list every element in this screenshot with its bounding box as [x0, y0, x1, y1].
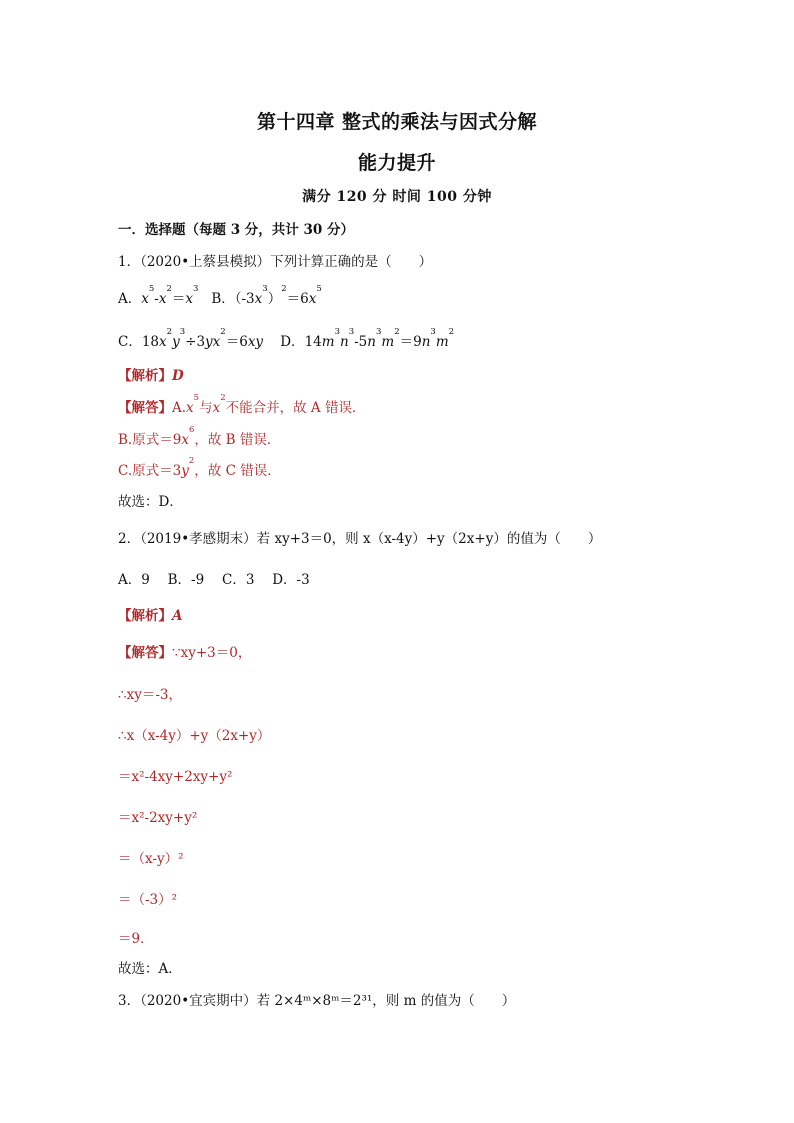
q1-options-ab: A．$x^5-x^2=x^3$ B．$(-3x^3)^2=6x^5$ — [118, 284, 322, 307]
q2-step-1: ∴xy＝-3， — [118, 687, 182, 703]
q1-sol-a-mid: 与 — [199, 400, 213, 416]
q1-option-d-label: D． — [280, 334, 305, 350]
q2-analysis — [118, 604, 182, 624]
q2-options: A．9 B．-9 C．3 D．-3 — [118, 572, 310, 588]
q2-step-2: ∴x（x-4y）+y（2x+y） — [118, 728, 271, 744]
exam-meta: 满分 120 分 时间 100 分钟 — [302, 189, 492, 205]
q1-analysis — [118, 364, 184, 384]
solution-tag: 【解答】 — [118, 400, 172, 416]
analysis-tag: 【解析】 — [118, 368, 172, 384]
q1-solution-c: C.原式$=3y^2$，故 C 错误． — [118, 456, 281, 479]
q1-sol-c-suffix: ，故 C 错误． — [194, 463, 281, 479]
q1-sol-c-prefix: C.原式＝3 — [118, 463, 182, 479]
q1-sol-a-prefix: A. — [172, 400, 187, 416]
q2-step-5: ＝（x-y）² — [118, 851, 184, 867]
q2-conclusion: 故选：A． — [118, 961, 182, 977]
q1-solution-a: 【解答】$A.x^5$与$x^2$不能合并，故 A 错误． — [118, 393, 366, 416]
q1-option-b-label: B． — [211, 291, 235, 307]
q1-options-cd: C．$18x^2y^3\div 3yx^2=6xy$ D．$14m^3n^3-5n^3m^2=9n^3m^2$ — [118, 327, 455, 350]
q2-answer: A — [172, 608, 183, 624]
q2-stem: 2．（2019•孝感期末）若 xy+3＝0，则 x（x-4y）+y（2x+y）的值为（ ） — [118, 531, 602, 547]
chapter-title: 第十四章 整式的乘法与因式分解 — [256, 111, 538, 133]
q1-sol-b-prefix: B.原式＝9 — [118, 432, 182, 448]
q3-stem: 3．（2020•宜宾期中）若 2×4ᵐ×8ᵐ＝2³¹，则 m 的值为（ ） — [118, 993, 516, 1009]
solution-tag: 【解答】 — [118, 645, 172, 661]
q1-solution-b: B.原式$=9x^6$，故 B 错误． — [118, 425, 281, 448]
q2-step-7: ＝9． — [118, 931, 154, 947]
q1-answer: D — [172, 368, 184, 384]
analysis-tag: 【解析】 — [118, 608, 172, 624]
section-heading: 一．选择题（每题 3 分，共计 30 分） — [118, 222, 354, 238]
q1-stem: 1．（2020•上蔡县模拟）下列计算正确的是（ ） — [118, 254, 433, 270]
q2-step-0: ∵xy+3＝0， — [172, 645, 252, 661]
q1-option-a-label: A． — [118, 291, 142, 307]
q2-step-4: ＝x²-2xy+y² — [118, 810, 198, 826]
q1-sol-a-suffix: 不能合并，故 A 错误． — [225, 400, 366, 416]
q2-solution-line-0 — [118, 641, 251, 661]
q2-step-3: ＝x²-4xy+2xy+y² — [118, 769, 233, 785]
q2-step-6: ＝（-3）² — [118, 892, 178, 908]
q1-option-c-label: C． — [118, 334, 142, 350]
q1-sol-b-suffix: ，故 B 错误． — [194, 432, 281, 448]
page-subtitle: 能力提升 — [357, 152, 436, 174]
q1-conclusion: 故选：D． — [118, 494, 183, 510]
